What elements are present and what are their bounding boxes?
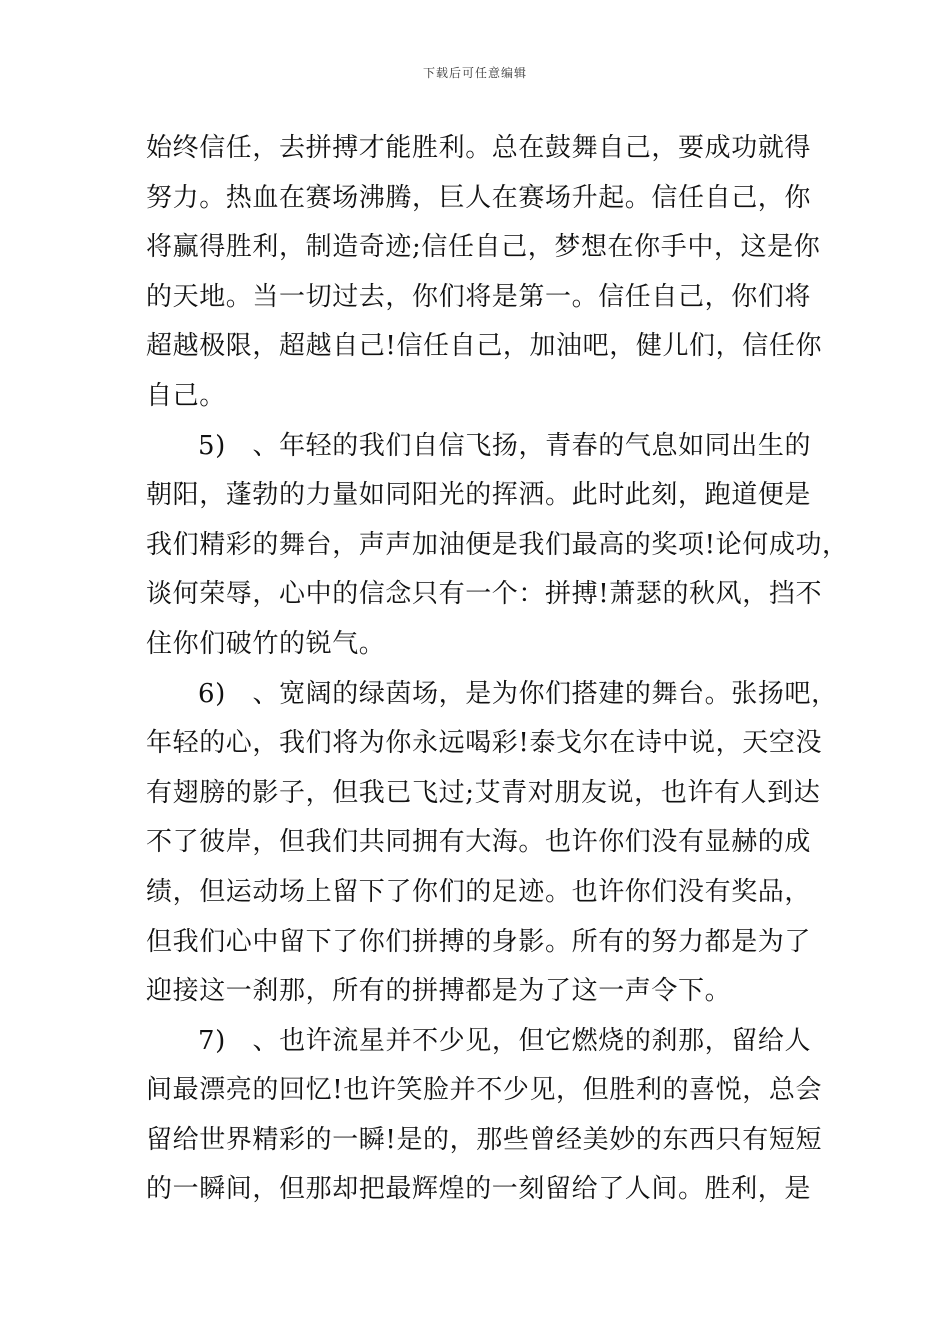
- text-line: 努力。热血在赛场沸腾，巨人在赛场升起。信任自己，你: [146, 182, 812, 213]
- text-line: 始终信任，去拼搏才能胜利。总在鼓舞自己，要成功就得: [146, 133, 812, 163]
- paragraph-start-line: 5) 、年轻的我们自信飞扬，青春的气息如同出生的: [198, 430, 812, 461]
- document-body: [146, 124, 849, 1215]
- text-line: 的天地。当一切过去，你们将是第一。信任自己，你们将: [146, 281, 812, 312]
- text-line: 谈何荣辱，心中的信念只有一个：拼搏!萧瑟的秋风，挡不: [146, 579, 823, 610]
- text-line: 自己。: [146, 380, 226, 411]
- text-line: 留给世界精彩的一瞬!是的，那些曾经美妙的东西只有短短: [146, 1124, 823, 1155]
- text-line: 不了彼岸，但我们共同拥有大海。也许你们没有显赫的成: [146, 827, 812, 858]
- text-line: 我们精彩的舞台，声声加油便是我们最高的奖项!论何成功，: [146, 529, 849, 560]
- page-header: 下载后可任意编辑: [422, 66, 527, 80]
- text-line: 绩，但运动场上留下了你们的足迹。也许你们没有奖品，: [146, 876, 812, 907]
- text-line: 朝阳，蓬勃的力量如同阳光的挥洒。此时此刻，跑道便是: [146, 480, 812, 511]
- text-line: 超越极限，超越自己!信任自己，加油吧，健儿们，信任你: [146, 331, 823, 362]
- text-line: 有翅膀的影子，但我已飞过;艾青对朋友说，也许有人到达: [146, 777, 821, 808]
- text-line: 的一瞬间，但那却把最辉煌的一刻留给了人间。胜利，是: [146, 1174, 812, 1205]
- text-line: 间最漂亮的回忆!也许笑脸并不少见，但胜利的喜悦，总会: [146, 1075, 823, 1106]
- text-line: 迎接这一刹那，所有的拼搏都是为了这一声令下。: [146, 976, 732, 1007]
- paragraph-start-line: 7) 、也许流星并不少见，但它燃烧的刹那，留给人: [198, 1025, 812, 1056]
- text-line: 年轻的心，我们将为你永远喝彩!泰戈尔在诗中说，天空没: [146, 728, 823, 759]
- text-line: 但我们心中留下了你们拼搏的身影。所有的努力都是为了: [146, 926, 812, 957]
- text-line: 将赢得胜利，制造奇迹;信任自己，梦想在你手中，这是你: [146, 232, 821, 263]
- text-line: 住你们破竹的锐气。: [146, 628, 386, 659]
- paragraph-start-line: 6) 、宽阔的绿茵场，是为你们搭建的舞台。张扬吧，: [198, 678, 838, 709]
